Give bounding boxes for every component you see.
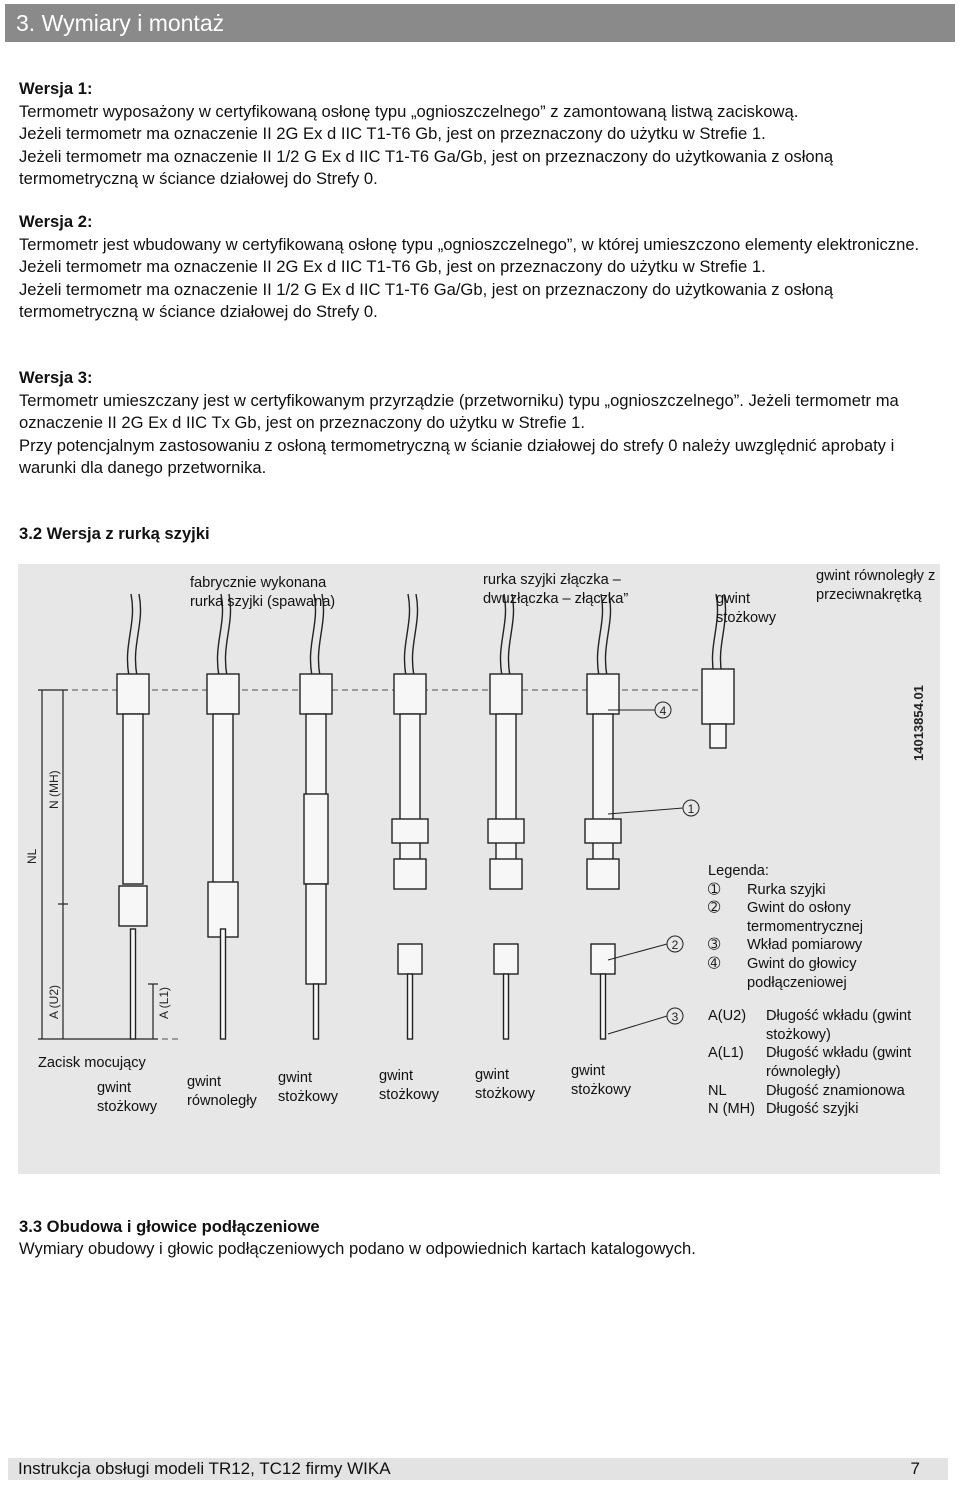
- version-line: Termometr umieszczany jest w certyfikowanym przyrządzie (przetworniku) typu „ognioszczelnego”. Jeżeli termometr ma oznaczenie II 2G Ex d IIC Tx Gb, jest on przeznaczony do użytku w Strefie 1.: [19, 390, 899, 432]
- label-clamp: Zacisk mocujący: [38, 1055, 146, 1071]
- version-title: Wersja 2:: [19, 212, 93, 231]
- cable: [135, 594, 140, 676]
- section-header: [5, 4, 955, 42]
- legend-abbreviation: [708, 1082, 938, 1101]
- abbr-code: N (MH): [708, 1101, 756, 1118]
- hex-fitting: [490, 859, 522, 889]
- label-neck-tube: rurka szyjki złączka – dwuzłączka – złączka”: [483, 572, 629, 607]
- footer-title: Instrukcja obsługi modeli TR12, TC12 firmy WIKA: [18, 1459, 391, 1478]
- version-1: [19, 78, 944, 191]
- paragraph: Wymiary obudowy i głowic podłączeniowych podano w odpowiednich kartach katalogowych.: [19, 1239, 696, 1258]
- label-factory-tube: fabrycznie wykonana rurka szyjki (spawana): [190, 575, 336, 610]
- label-bottom-4: gwint stożkowy: [379, 1068, 440, 1103]
- version-line: Termometr jest wbudowany w certyfikowaną osłonę typu „ognioszczelnego”, w której umieszczono elementy elektroniczne. Jeżeli termometr ma oznaczenie II 2G Ex d IIC T1-T6 Gb, jest on przeznaczony do użytku w Strefie 1.: [19, 234, 920, 276]
- legend: [708, 862, 938, 1119]
- legend-item: [708, 955, 938, 992]
- measuring-probe: [504, 974, 509, 1039]
- connection-head: [587, 674, 619, 714]
- page-number: 7: [910, 1459, 920, 1478]
- thread-fitting: [494, 944, 518, 974]
- legend-text: Gwint do głowicy podłączeniowej: [747, 955, 857, 991]
- cable: [127, 594, 132, 676]
- legend-text: Wkład pomiarowy: [747, 937, 863, 954]
- legend-abbreviation: [708, 1007, 938, 1044]
- abbr-text: Długość wkładu (gwint stożkowy): [766, 1008, 912, 1043]
- abbr-code: A(U2): [708, 1008, 747, 1025]
- abbr-code: NL: [708, 1082, 727, 1099]
- version-3: [19, 367, 944, 480]
- connection-head: [300, 674, 332, 714]
- legend-item: [708, 936, 938, 955]
- abbr-text: Długość szyjki: [766, 1101, 859, 1118]
- neck-tube: [213, 714, 233, 884]
- dimension-au2: A (U2): [47, 984, 61, 1019]
- drawing-number: 14013854.01: [911, 685, 926, 761]
- measuring-probe: [601, 974, 606, 1039]
- section-3-2-heading: 3.2 Wersja z rurką szyjki: [19, 524, 210, 543]
- abbr-text: Długość znamionowa: [766, 1082, 905, 1099]
- neck-tube-lower: [306, 884, 326, 984]
- hex-fitting: [587, 859, 619, 889]
- version-line: Termometr wyposażony w certyfikowaną osłonę typu „ognioszczelnego” z zamontowaną listwą zaciskową.: [19, 101, 799, 121]
- dimension-nl: NL: [25, 848, 39, 864]
- callout-4: 4: [659, 704, 667, 718]
- dimension-al1: A (L1): [157, 986, 171, 1019]
- version-title: Wersja 3:: [19, 368, 93, 387]
- section-title: 3. Wymiary i montaż: [16, 10, 225, 36]
- version-title: Wersja 1:: [19, 79, 93, 98]
- connection-head: [394, 674, 426, 714]
- measuring-probe: [314, 984, 319, 1039]
- version-line: Jeżeli termometr ma oznaczenie II 1/2 G Ex d IIC T1-T6 Ga/Gb, jest on przeznaczony do użytkowania z osłoną termometryczną w ściance działowej do Strefy 0.: [19, 146, 834, 188]
- measuring-probe: [131, 929, 136, 1039]
- legend-abbreviation: [708, 1100, 938, 1119]
- legend-title: Legenda:: [708, 863, 769, 879]
- label-bottom-2: gwint równoległy: [187, 1074, 257, 1109]
- legend-number: ➁: [708, 900, 721, 917]
- callout-2: 2: [671, 938, 679, 952]
- hex-fitting: [488, 819, 524, 843]
- version-line: Przy potencjalnym zastosowaniu z osłoną termometryczną w ścianie działowej do strefy 0 należy uwzględnić aprobaty i warunki dla danego przetwornika.: [19, 435, 895, 477]
- connection-head: [207, 674, 239, 714]
- dimension-figure: [18, 564, 940, 1174]
- version-2: [19, 211, 944, 324]
- legend-item: [708, 899, 938, 936]
- section-3-3-text: [19, 1238, 944, 1261]
- hex-fitting: [585, 819, 621, 843]
- label-bottom-1: gwint stożkowy: [97, 1080, 158, 1115]
- legend-item: [708, 881, 938, 900]
- callout-3: 3: [671, 1010, 679, 1024]
- page-footer: [8, 1458, 948, 1480]
- dimension-nmh: N (MH): [47, 770, 61, 809]
- neck-tube-upper: [304, 794, 328, 884]
- neck-tube: [123, 714, 143, 884]
- hex-fitting: [392, 819, 428, 843]
- thread-fitting: [398, 944, 422, 974]
- label-parallel-thread-top: gwint równoległy z przeciwnakrętką: [816, 568, 936, 603]
- legend-number: ➃: [708, 955, 721, 972]
- cable: [404, 594, 409, 676]
- connection-head: [702, 669, 734, 724]
- sheath-tube: [710, 724, 726, 748]
- legend-number: ➀: [708, 881, 721, 898]
- label-bottom-6: gwint stożkowy: [571, 1063, 632, 1098]
- legend-number: ➂: [708, 937, 721, 954]
- legend-text: Gwint do osłony termomentrycznej: [747, 900, 863, 935]
- measuring-probe: [408, 974, 413, 1039]
- legend-abbreviation: [708, 1044, 938, 1081]
- abbr-text: Długość wkładu (gwint równoległy): [766, 1045, 912, 1080]
- measuring-probe: [221, 929, 226, 1039]
- label-bottom-3: gwint stożkowy: [278, 1070, 339, 1105]
- legend-text: Rurka szyjki: [747, 881, 826, 898]
- connection-head: [490, 674, 522, 714]
- label-bottom-5: gwint stożkowy: [475, 1067, 536, 1102]
- version-line: Jeżeli termometr ma oznaczenie II 2G Ex d IIC T1-T6 Gb, jest on przeznaczony do użytku w Strefie 1.: [19, 124, 766, 143]
- abbr-code: A(L1): [708, 1045, 744, 1062]
- clamp-fitting: [119, 886, 147, 926]
- version-line: Jeżeli termometr ma oznaczenie II 1/2 G Ex d IIC T1-T6 Ga/Gb, jest on przeznaczony do użytkowania z osłoną termometryczną w ściance działowej do Strefy 0.: [19, 279, 834, 321]
- hex-fitting: [394, 859, 426, 889]
- callout-1: 1: [687, 802, 695, 816]
- connection-head: [117, 674, 149, 714]
- section-3-3-heading: 3.3 Obudowa i głowice podłączeniowe: [19, 1217, 320, 1236]
- label-tapered-thread-top: gwint stożkowy: [716, 591, 777, 626]
- cable: [412, 594, 417, 676]
